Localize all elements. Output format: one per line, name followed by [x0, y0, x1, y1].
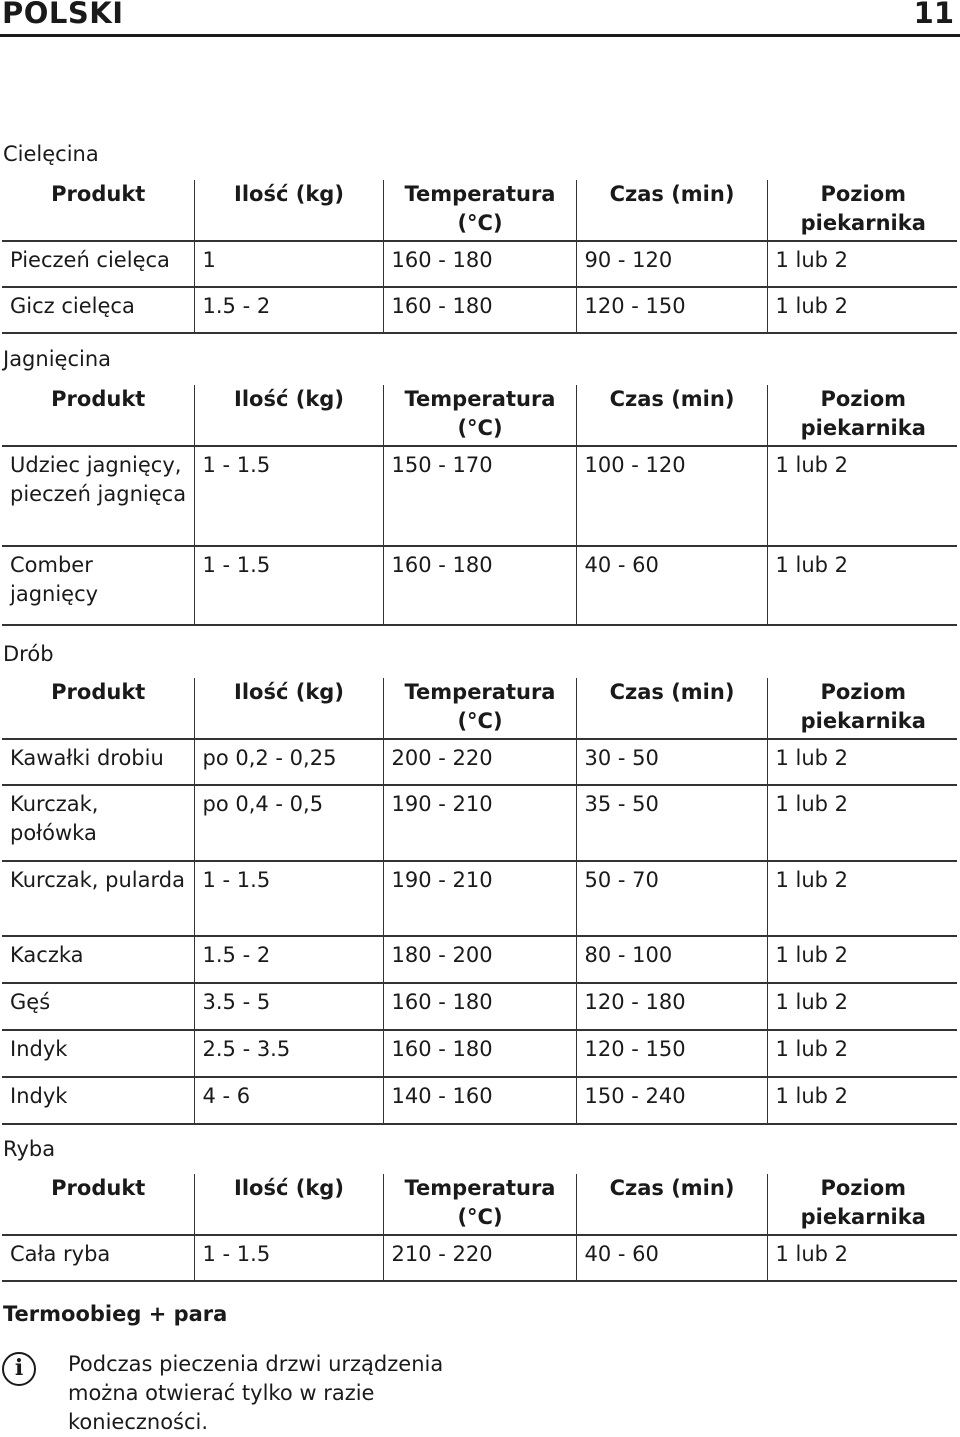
header-ilosc: Ilość (kg) [194, 180, 383, 241]
table-row [2, 1235, 957, 1281]
header-czas: Czas (min) [576, 1174, 767, 1235]
header-poziom: Poziom piekarnika [767, 180, 957, 241]
header-ilosc: Ilość (kg) [194, 1174, 383, 1235]
cell-ilosc: 3.5 - 5 [194, 983, 383, 1030]
cell-czas: 80 - 100 [576, 936, 767, 983]
cell-temperatura: 160 - 180 [383, 546, 576, 625]
table-row [2, 241, 957, 287]
cell-produkt: Kawałki drobiu [2, 739, 194, 785]
cell-produkt: Indyk [2, 1077, 194, 1124]
header-produkt: Produkt [2, 1174, 194, 1235]
header-rule [0, 34, 960, 37]
cell-temperatura: 180 - 200 [383, 936, 576, 983]
header-ilosc: Ilość (kg) [194, 385, 383, 446]
cell-produkt: Kurczak, pularda [2, 861, 194, 936]
cell-czas: 100 - 120 [576, 446, 767, 546]
section-label-ryba: Ryba [3, 1137, 56, 1161]
page-number: 11 [913, 0, 954, 30]
cell-ilosc: 1 - 1.5 [194, 1235, 383, 1281]
cell-czas: 40 - 60 [576, 546, 767, 625]
header-czas: Czas (min) [576, 180, 767, 241]
cell-poziom: 1 lub 2 [767, 983, 957, 1030]
cell-produkt: Kaczka [2, 936, 194, 983]
table-row [2, 446, 957, 546]
section-label-jagniecina: Jagnięcina [3, 347, 112, 371]
header-czas: Czas (min) [576, 678, 767, 739]
header-ilosc: Ilość (kg) [194, 678, 383, 739]
cell-poziom: 1 lub 2 [767, 1235, 957, 1281]
cell-temperatura: 190 - 210 [383, 861, 576, 936]
cell-poziom: 1 lub 2 [767, 785, 957, 861]
info-icon: i [2, 1352, 36, 1386]
cell-produkt: Kurczak, połówka [2, 785, 194, 861]
cell-poziom: 1 lub 2 [767, 546, 957, 625]
table-row [2, 983, 957, 1030]
cell-czas: 120 - 150 [576, 1030, 767, 1077]
cell-temperatura: 160 - 180 [383, 1030, 576, 1077]
cell-temperatura: 190 - 210 [383, 785, 576, 861]
table-header-row [2, 385, 957, 446]
header-poziom: Poziom piekarnika [767, 385, 957, 446]
cell-czas: 40 - 60 [576, 1235, 767, 1281]
cell-temperatura: 210 - 220 [383, 1235, 576, 1281]
table-row [2, 785, 957, 861]
cell-produkt: Pieczeń cielęca [2, 241, 194, 287]
cell-czas: 90 - 120 [576, 241, 767, 287]
cell-czas: 50 - 70 [576, 861, 767, 936]
cell-temperatura: 160 - 180 [383, 983, 576, 1030]
cell-temperatura: 150 - 170 [383, 446, 576, 546]
table-row [2, 1077, 957, 1124]
table-cielecina [2, 180, 957, 334]
cell-czas: 120 - 150 [576, 287, 767, 333]
cell-produkt: Gicz cielęca [2, 287, 194, 333]
cell-czas: 30 - 50 [576, 739, 767, 785]
section-label-cielecina: Cielęcina [3, 142, 99, 166]
cell-temperatura: 200 - 220 [383, 739, 576, 785]
header-poziom: Poziom piekarnika [767, 678, 957, 739]
table-row [2, 936, 957, 983]
cell-poziom: 1 lub 2 [767, 739, 957, 785]
cell-ilosc: 1 - 1.5 [194, 446, 383, 546]
header-produkt: Produkt [2, 678, 194, 739]
table-row [2, 1030, 957, 1077]
header-temperatura: Temperatura (°C) [383, 385, 576, 446]
table-row [2, 861, 957, 936]
header-produkt: Produkt [2, 385, 194, 446]
info-text: Podczas pieczenia drzwi urządzenia można otwierać tylko w razie konieczności. [68, 1352, 444, 1434]
cell-poziom: 1 lub 2 [767, 446, 957, 546]
cell-poziom: 1 lub 2 [767, 241, 957, 287]
table-ryba [2, 1174, 957, 1282]
cell-czas: 35 - 50 [576, 785, 767, 861]
cell-poziom: 1 lub 2 [767, 287, 957, 333]
header-produkt: Produkt [2, 180, 194, 241]
cell-czas: 150 - 240 [576, 1077, 767, 1124]
cell-produkt: Udziec jagnięcy, pieczeń jagnięca [2, 446, 194, 546]
cell-ilosc: 1.5 - 2 [194, 287, 383, 333]
cell-poziom: 1 lub 2 [767, 1077, 957, 1124]
header-temperatura: Temperatura (°C) [383, 678, 576, 739]
cell-czas: 120 - 180 [576, 983, 767, 1030]
header-poziom: Poziom piekarnika [767, 1174, 957, 1235]
cell-temperatura: 140 - 160 [383, 1077, 576, 1124]
table-jagniecina [2, 385, 957, 626]
cell-poziom: 1 lub 2 [767, 936, 957, 983]
cell-ilosc: 1 - 1.5 [194, 546, 383, 625]
cell-ilosc: 2.5 - 3.5 [194, 1030, 383, 1077]
header-czas: Czas (min) [576, 385, 767, 446]
table-header-row [2, 678, 957, 739]
table-header-row [2, 180, 957, 241]
cell-temperatura: 160 - 180 [383, 241, 576, 287]
cell-produkt: Gęś [2, 983, 194, 1030]
cell-ilosc: po 0,4 - 0,5 [194, 785, 383, 861]
cell-ilosc: 1.5 - 2 [194, 936, 383, 983]
cell-ilosc: 1 [194, 241, 383, 287]
cell-produkt: Comber jagnięcy [2, 546, 194, 625]
cell-temperatura: 160 - 180 [383, 287, 576, 333]
table-row [2, 546, 957, 625]
table-drob [2, 678, 957, 1125]
page-title: POLSKI [2, 0, 124, 30]
cell-produkt: Cała ryba [2, 1235, 194, 1281]
header-temperatura: Temperatura (°C) [383, 180, 576, 241]
table-row [2, 287, 957, 333]
cell-ilosc: po 0,2 - 0,25 [194, 739, 383, 785]
cell-ilosc: 4 - 6 [194, 1077, 383, 1124]
table-row [2, 739, 957, 785]
section-label-drob: Drób [3, 642, 54, 666]
table-header-row [2, 1174, 957, 1235]
cell-ilosc: 1 - 1.5 [194, 861, 383, 936]
header-temperatura: Temperatura (°C) [383, 1174, 576, 1235]
cell-produkt: Indyk [2, 1030, 194, 1077]
cell-poziom: 1 lub 2 [767, 861, 957, 936]
page-header [0, 0, 960, 34]
info-heading: Termoobieg + para [3, 1302, 228, 1326]
cell-poziom: 1 lub 2 [767, 1030, 957, 1077]
